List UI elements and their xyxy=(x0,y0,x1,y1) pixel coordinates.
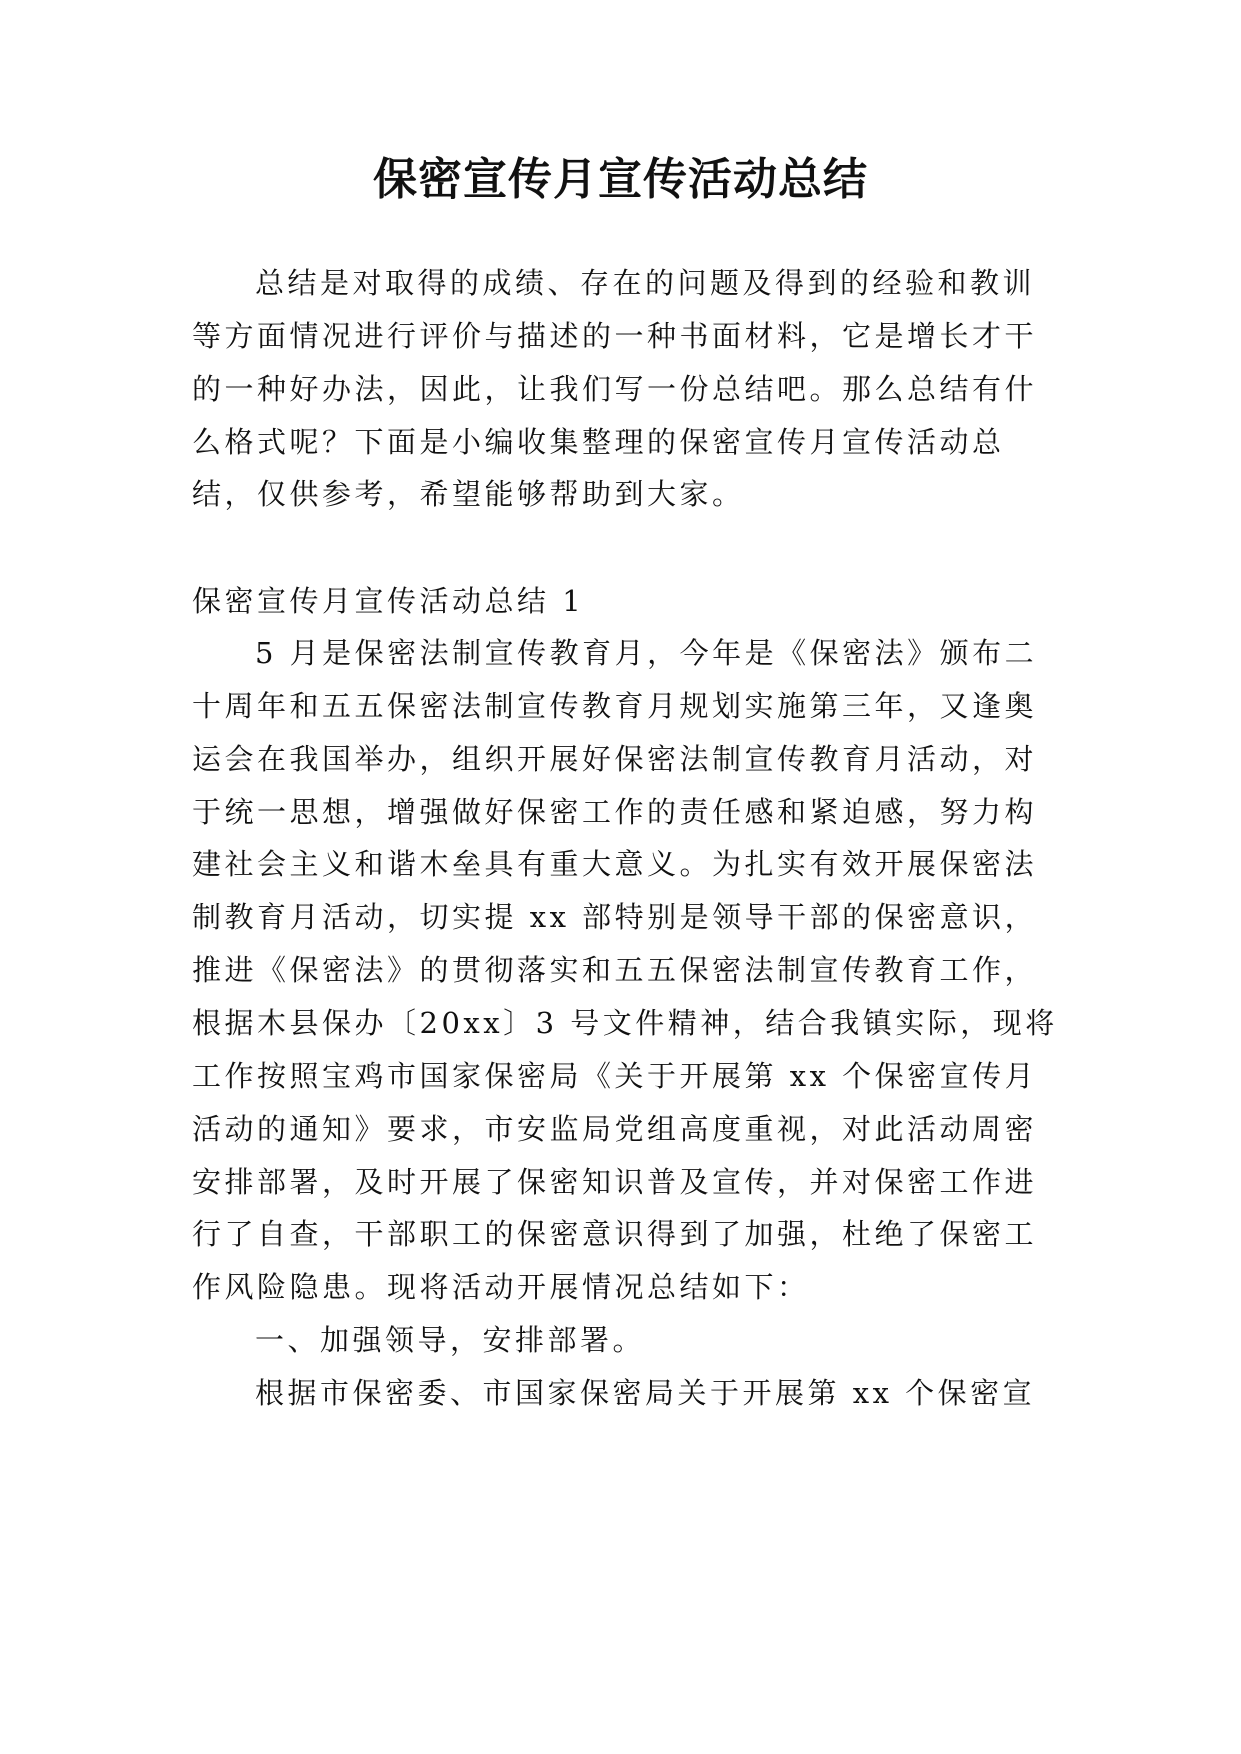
body-line: 安排部署，及时开展了保密知识普及宣传，并对保密工作进 xyxy=(192,1165,1038,1199)
body-line: 工作按照宝鸡市国家保密局《关于开展第 xx 个保密宣传月 xyxy=(192,1059,1038,1093)
intro-line: 结，仅供参考，希望能够帮助到大家。 xyxy=(192,477,745,511)
body-line: 建社会主义和谐木垒具有重大意义。为扎实有效开展保密法 xyxy=(192,847,1038,881)
body-line: 推进《保密法》的贯彻落实和五五保密法制宣传教育工作， xyxy=(192,953,1038,987)
document-title: 保密宣传月宣传活动总结 xyxy=(373,154,868,205)
body-line: 根据市保密委、市国家保密局关于开展第 xx 个保密宣 xyxy=(255,1376,1036,1410)
body-line: 作风险隐患。现将活动开展情况总结如下： xyxy=(192,1270,810,1304)
body-line: 5 月是保密法制宣传教育月，今年是《保密法》颁布二 xyxy=(255,636,1038,670)
section-heading: 保密宣传月宣传活动总结 1 xyxy=(192,584,585,618)
body-line: 于统一思想，增强做好保密工作的责任感和紧迫感，努力构 xyxy=(192,795,1038,829)
body-line: 运会在我国举办，组织开展好保密法制宣传教育月活动，对 xyxy=(192,742,1038,776)
subsection-heading: 一、加强领导，安排部署。 xyxy=(255,1323,646,1357)
body-line: 活动的通知》要求，市安监局党组高度重视，对此活动周密 xyxy=(192,1112,1038,1146)
body-line: 根据木县保办〔20xx〕3 号文件精神，结合我镇实际，现将 xyxy=(192,1006,1058,1040)
intro-line: 的一种好办法，因此，让我们写一份总结吧。那么总结有什 xyxy=(192,372,1038,406)
intro-line: 等方面情况进行评价与描述的一种书面材料，它是增长才干 xyxy=(192,319,1038,353)
body-line: 十周年和五五保密法制宣传教育月规划实施第三年，又逢奥 xyxy=(192,689,1038,723)
intro-line: 总结是对取得的成绩、存在的问题及得到的经验和教训 xyxy=(255,266,1036,300)
intro-line: 么格式呢？下面是小编收集整理的保密宣传月宣传活动总 xyxy=(192,425,1005,459)
body-line: 制教育月活动，切实提 xx 部特别是领导干部的保密意识， xyxy=(192,900,1038,934)
body-line: 行了自查，干部职工的保密意识得到了加强，杜绝了保密工 xyxy=(192,1217,1038,1251)
